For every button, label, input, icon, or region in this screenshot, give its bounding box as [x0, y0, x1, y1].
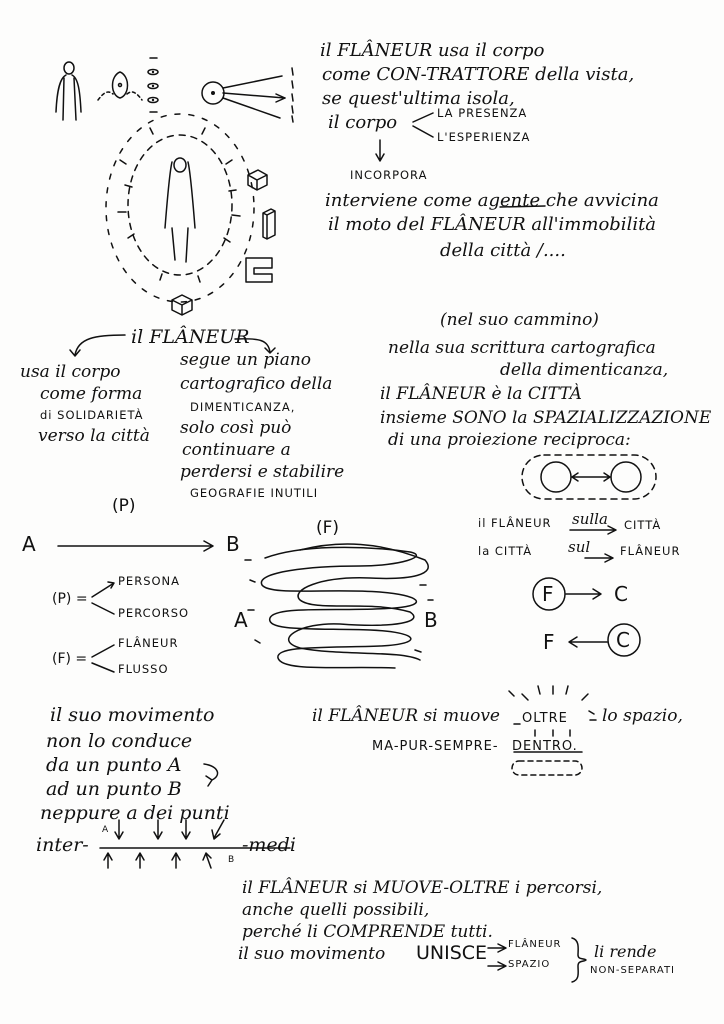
cammino-line-4: insieme SONO la SPAZIALIZZAZIONE	[380, 408, 712, 428]
right-line-6: perdersi e stabilire	[180, 462, 345, 482]
f-term-flusso: FLUSSO	[118, 662, 169, 676]
p-term-percorso: PERCORSO	[118, 606, 190, 620]
face-sketch-icon	[98, 72, 142, 100]
relation-1a: il FLÂNEUR	[478, 516, 552, 530]
unisce-flaneur: FLÂNEUR	[508, 939, 562, 950]
branch-esperienza: L'ESPERIENZA	[437, 130, 531, 144]
movimento-line-4: ad un punto B	[46, 778, 182, 800]
reciprocal-projection-diagram	[522, 455, 656, 499]
diagram-f-1: F	[542, 582, 554, 606]
right-line-2: cartografico della	[180, 374, 333, 394]
oltre-pre: il FLÂNEUR si muove	[312, 706, 500, 726]
oltre-arrows	[509, 686, 596, 775]
left-line-1: usa il corpo	[20, 362, 121, 382]
closing-line-2: anche quelli possibili,	[242, 900, 430, 920]
intro-line-6: il moto del FLÂNEUR all'immobilità	[328, 214, 657, 235]
movimento-line-2: non lo conduce	[46, 730, 193, 752]
closing-end-2: NON-SEPARATI	[590, 965, 676, 976]
oltre-word: OLTRE	[522, 711, 568, 726]
closing-end-1: li rende	[594, 942, 657, 961]
relation-2c: FLÂNEUR	[620, 544, 681, 558]
diagram-f-2: F	[543, 630, 555, 654]
intro-line-7: della città /....	[440, 240, 566, 261]
closing-line-1: il FLÂNEUR si MUOVE-OLTRE i percorsi,	[242, 878, 603, 898]
cammino-line-1: nella sua scrittura cartografica	[388, 338, 656, 358]
right-line-3: DIMENTICANZA,	[190, 400, 296, 414]
flux-scribble	[245, 544, 433, 668]
point-b: B	[226, 532, 240, 556]
unisce-spazio: SPAZIO	[508, 959, 551, 970]
cammino-line-5: di una proiezione reciproca:	[388, 430, 631, 450]
flaneur-heading: il FLÂNEUR	[131, 326, 250, 348]
intro-line-5: interviene come agente che avvicina	[325, 190, 659, 211]
cammino-line-2: della dimenticanza,	[500, 360, 669, 380]
right-line-4: solo così può	[180, 418, 292, 438]
left-line-2: come forma	[40, 384, 143, 404]
equation-arrows	[92, 582, 114, 672]
f-equation: (F) =	[52, 651, 88, 667]
cube-icon	[248, 170, 267, 190]
relation-1c: CITTÀ	[624, 518, 662, 532]
eye-column-icon	[148, 58, 158, 112]
closing-line-4: il suo movimento	[238, 944, 386, 964]
cammino-line-3: il FLÂNEUR è la CITTÀ	[380, 384, 582, 404]
tall-box-icon	[263, 209, 275, 239]
intro-line-3: se quest'ultima isola,	[322, 88, 515, 109]
intro-line-2: come CON-TRATTORE della vista,	[322, 64, 635, 85]
incorpora-label: INCORPORA	[350, 168, 428, 182]
f-term-flaneur: FLÂNEUR	[118, 636, 179, 650]
movimento-line-5: neppure a dei punti	[40, 802, 230, 824]
flaneur-field-drawing	[106, 114, 254, 302]
cammino-header: (nel suo cammino)	[440, 310, 599, 330]
small-cube-icon	[172, 295, 192, 315]
relation-2b: sul	[568, 538, 591, 556]
closing-line-3: perché li COMPRENDE tutti.	[242, 922, 493, 942]
oltre-line2a: MA-PUR-SEMPRE-	[372, 739, 499, 754]
branch-presenza: LA PRESENZA	[437, 106, 528, 120]
right-line-7: GEOGRAFIE INUTILI	[190, 486, 319, 500]
left-line-4: verso la città	[38, 426, 150, 446]
eye-projection-icon	[202, 68, 293, 122]
intro-line-1: il FLÂNEUR usa il corpo	[320, 40, 545, 61]
scribble-b: B	[424, 608, 438, 632]
step-block-icon	[246, 258, 272, 282]
oltre-line2b: DENTRO.	[512, 739, 578, 754]
p-label: (P)	[112, 496, 136, 516]
relation-1b: sulla	[572, 510, 608, 528]
diagram-c-2: C	[616, 628, 630, 652]
small-b: B	[228, 855, 236, 865]
diagram-c-1: C	[614, 582, 628, 606]
right-line-1: segue un piano	[180, 350, 312, 370]
movimento-line-1: il suo movimento	[50, 704, 215, 726]
f-label: (F)	[316, 518, 340, 538]
a-to-b-arrow	[58, 541, 213, 551]
medi-suffix: -medi	[242, 834, 296, 856]
intro-line-4: il corpo	[328, 112, 398, 133]
left-line-3: di SOLIDARIETÀ	[40, 408, 144, 422]
p-term-persona: PERSONA	[118, 574, 181, 588]
unisce-word: UNISCE	[416, 942, 488, 964]
standing-figure-icon	[56, 62, 81, 120]
small-a: A	[102, 825, 110, 835]
p-equation: (P) =	[52, 591, 88, 607]
relation-2a: la CITTÀ	[478, 544, 533, 558]
inter-prefix: inter-	[36, 834, 89, 856]
oltre-post: lo spazio,	[602, 706, 683, 726]
scribble-a: A	[234, 608, 248, 632]
right-line-5: continuare a	[182, 440, 291, 460]
movimento-line-3: da un punto A	[46, 754, 182, 776]
point-a: A	[22, 532, 36, 556]
